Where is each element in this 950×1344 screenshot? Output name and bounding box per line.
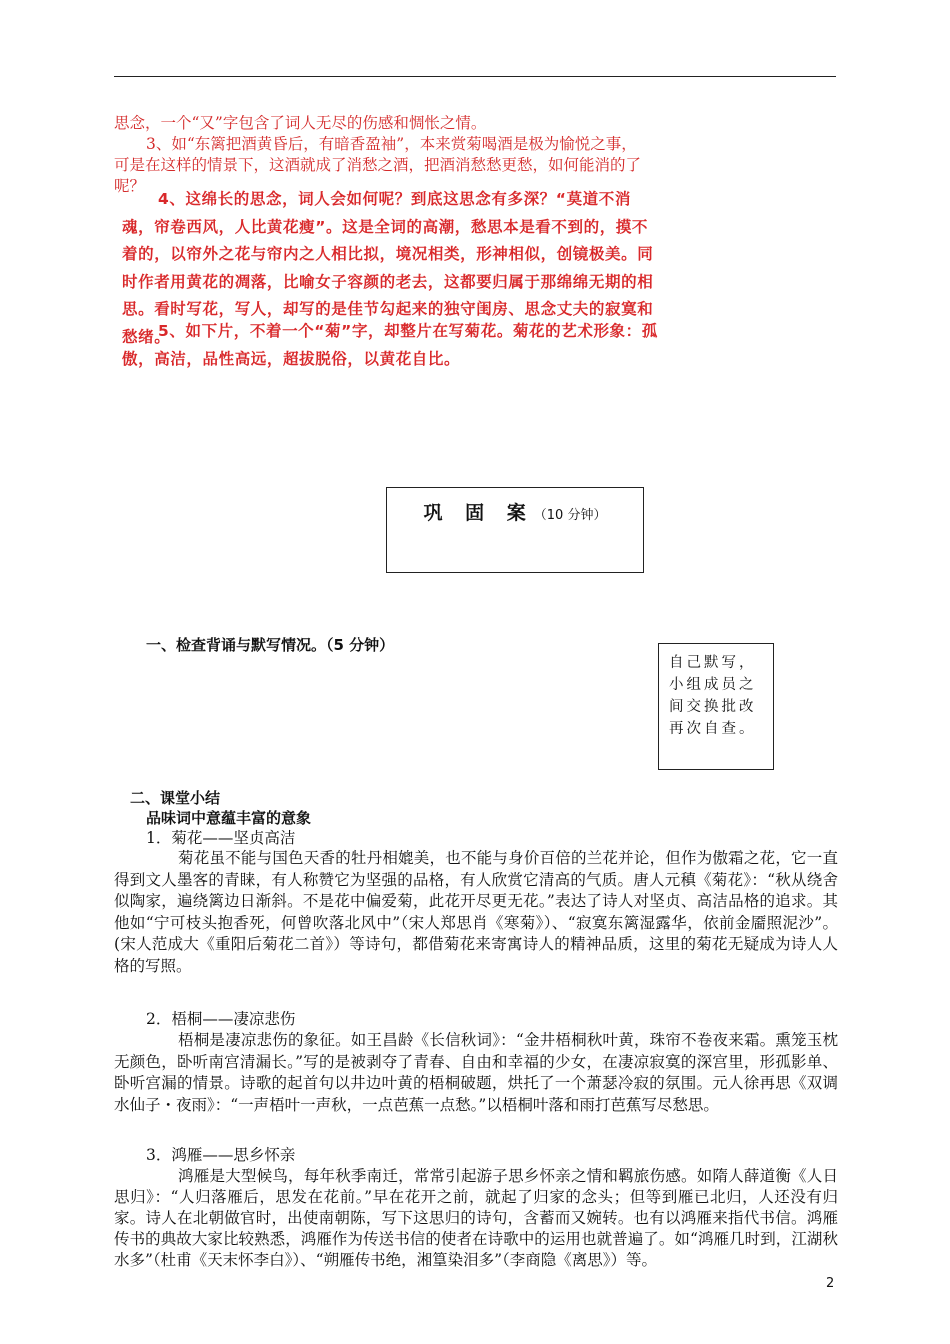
red-item-4: 4、这绵长的思念，词人会如何呢？到底这思念有多深？“莫道不消魂，帘卷西风，人比黄花瘦”。这是全词的高潮，愁思本是看不到的，摸不着的，以帘外之花与帘内之人相比拟，境况相类，形神相似，创镜极美。同时作者用黄花的凋落，比喻女子容颜的老去，这都要归属于那绵绵无期的相思。看时写花，写人，却写的是佳节勾起来的独守闺房、思念丈夫的寂寞和愁绪。 xyxy=(122,190,654,346)
section2-heading: 二、课堂小结 xyxy=(130,789,221,807)
section2-subheading: 品味词中意蕴丰富的意象 xyxy=(146,809,312,827)
item2-title: 2．梧桐——凄凉悲伤 xyxy=(146,1010,296,1028)
header-rule xyxy=(114,76,836,77)
item3-text: 鸿雁是大型候鸟，每年秋季南迁，常常引起游子思乡怀亲之情和羁旅伤感。如隋人薛道衡《人日思归》：“人归落雁后，思发在花前。”早在花开之前，就起了归家的念头；但等到雁已北归，人还没有归家。诗人在北朝做官时，出使南朝陈，写下这思归的诗句，含蓄而又婉转。也有以鸿雁来指代书信。鸿雁传书的典故大家比较熟悉，鸿雁作为传送书信的使者在诗歌中的运用也就普遍了。如“鸿雁几时到，江湖秋水多”（杜甫《天末怀李白》）、“朔雁传书绝，湘篁染泪多”（李商隐《离思》）等。 xyxy=(114,1167,838,1269)
consolidation-box xyxy=(386,487,644,573)
item2-text: 梧桐是凄凉悲伤的象征。如王昌龄《长信秋词》：“金井梧桐秋叶黄，珠帘不卷夜来霜。熏笼玉枕无颜色，卧听南宫清漏长。”写的是被剥夺了青春、自由和幸福的少女，在凄凉寂寞的深宫里，形孤影单、卧听宫漏的情景。诗歌的起首句以井边叶黄的梧桐破题，烘托了一个萧瑟冷寂的氛围。元人徐再思《双调水仙子・夜雨》：“一声梧叶一声秋，一点芭蕉一点愁。”以梧桐叶落和雨打芭蕉写尽愁思。 xyxy=(114,1031,838,1114)
side-note-text: 自己默写，小组成员之间交换批改再次自查。 xyxy=(669,655,757,737)
red-line-1: 思念，一个“又”字包含了词人无尽的伤感和惆怅之情。 xyxy=(114,114,487,132)
side-note-box xyxy=(658,643,774,770)
red-item-5: 5、如下片，不着一个“菊”字，却整片在写菊花。菊花的艺术形象：孤傲，高洁，品性高远，超拔脱俗，以黄花自比。 xyxy=(122,322,658,368)
section1-heading: 一、检查背诵与默写情况。（5 分钟） xyxy=(146,636,395,654)
consolidation-title: 巩 固 案（10 分钟） xyxy=(423,502,607,524)
page-number: 2 xyxy=(826,1276,835,1291)
item1-text: 菊花虽不能与国色天香的牡丹相媲美，也不能与身价百倍的兰花并论，但作为傲霜之花，它一直得到文人墨客的青睐，有人称赞它为坚强的品格，有人欣赏它清高的气质。唐人元稹《菊花》：“秋从绕舍似陶家，遍绕篱边日渐斜。不是花中偏爱菊，此花开尽更无花。”表达了诗人对坚贞、高洁品格的追求。其他如“宁可枝头抱香死，何曾吹落北风中”（宋人郑思肖《寒菊》）、“寂寞东篱湿露华，依前金靥照泥沙”。(宋人范成大《重阳后菊花二首》）等诗句，都借菊花来寄寓诗人的精神品质，这里的菊花无疑成为诗人人格的写照。 xyxy=(114,849,838,975)
item3-title: 3．鸿雁——思乡怀亲 xyxy=(146,1146,296,1164)
item1-title: 1．菊花——坚贞高洁 xyxy=(146,829,296,847)
red-item-3: 3、如“东篱把酒黄昏后，有暗香盈袖”，本来赏菊喝酒是极为愉悦之事，可是在这样的情景下，这酒就成了消愁之酒，把酒消愁愁更愁，如何能消的了呢？ xyxy=(114,135,642,195)
consolidation-time: （10 分钟） xyxy=(533,508,607,523)
